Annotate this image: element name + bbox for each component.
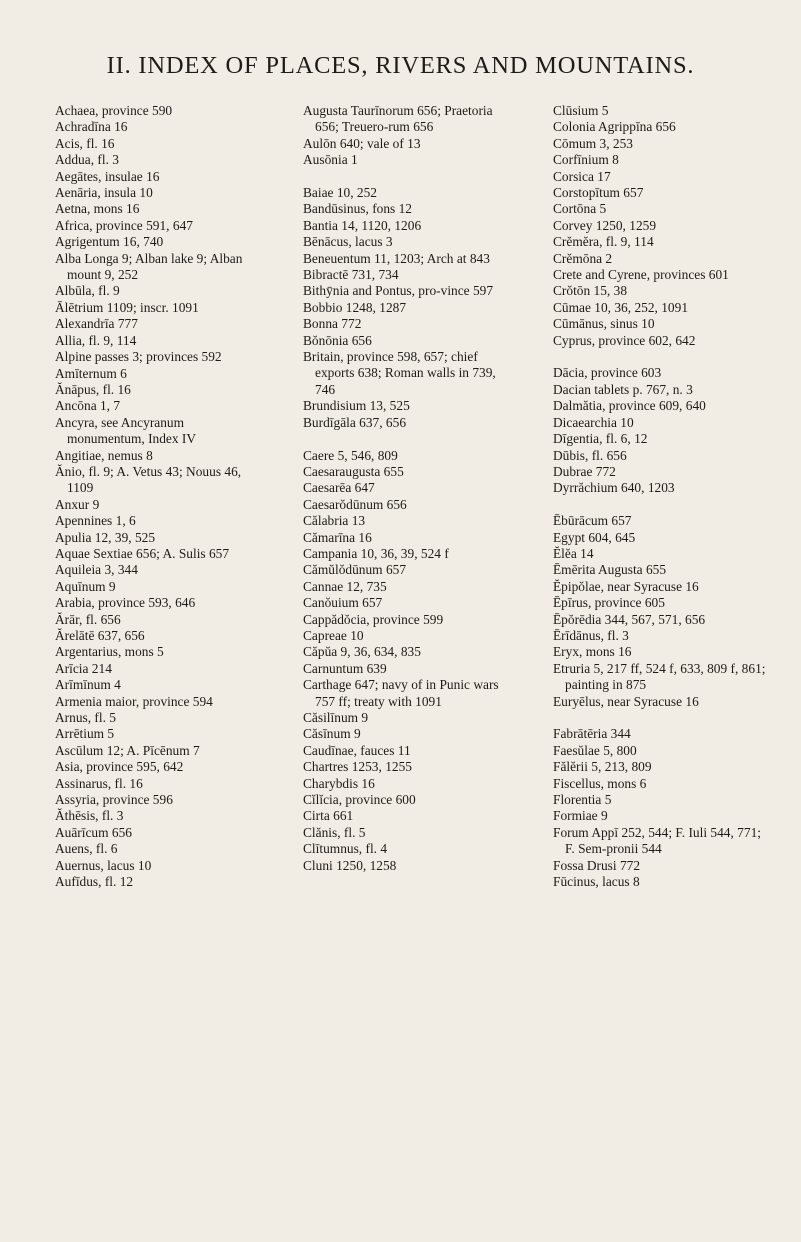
index-entry: Cyprus, province 602, 642 bbox=[553, 332, 696, 348]
index-entry: Cōmum 3, 253 bbox=[553, 135, 633, 151]
index-entry: Bibractē 731, 734 bbox=[303, 267, 399, 283]
index-entry: Corvey 1250, 1259 bbox=[553, 217, 657, 233]
index-entry: Bēnācus, lacus 3 bbox=[303, 234, 393, 250]
index-entry: Dūbis, fl. 656 bbox=[553, 447, 627, 463]
index-entry: Eryx, mons 16 bbox=[553, 644, 632, 660]
index-entry: Allia, fl. 9, 114 bbox=[55, 332, 137, 348]
index-entry: Alba Longa 9; Alban lake 9; Alban mount 9, 252 bbox=[55, 250, 243, 283]
index-entry: Corsica 17 bbox=[553, 168, 611, 184]
index-entry: Aufīdus, fl. 12 bbox=[55, 874, 134, 890]
index-entry: Caesarēa 647 bbox=[303, 480, 375, 496]
index-entry: Charybdis 16 bbox=[303, 775, 375, 791]
index-entry: Burdīgāla 637, 656 bbox=[303, 414, 407, 430]
index-entry: Aquīnum 9 bbox=[55, 578, 116, 594]
index-entry: Cămarīna 16 bbox=[303, 529, 372, 545]
index-entry: Formiae 9 bbox=[553, 808, 608, 824]
index-entry: Cĭlĭcia, province 600 bbox=[303, 792, 416, 808]
index-entry: Arīcia 214 bbox=[55, 660, 112, 676]
section-gap bbox=[303, 169, 515, 185]
index-entry: Aetna, mons 16 bbox=[55, 201, 140, 217]
index-entry: Caesaraugusta 655 bbox=[303, 463, 404, 479]
index-entry: Clītumnus, fl. 4 bbox=[303, 841, 388, 857]
index-entry: Cămŭlŏdūnum 657 bbox=[303, 562, 407, 578]
index-entry: Cortōna 5 bbox=[553, 201, 607, 217]
index-entry: Cappădŏcia, province 599 bbox=[303, 611, 444, 627]
index-entry: Auārīcum 656 bbox=[55, 824, 132, 840]
index-entry: Clūsium 5 bbox=[553, 103, 609, 118]
index-entry: Ănio, fl. 9; A. Vetus 43; Nouus 46, 1109 bbox=[55, 463, 242, 496]
index-entry: Forum Appī 252, 544; F. Iuli 544, 771; F. Sem-pronii 544 bbox=[553, 824, 761, 857]
index-entry: Cūmānus, sinus 10 bbox=[553, 316, 655, 332]
index-entry: Assinarus, fl. 16 bbox=[55, 775, 143, 791]
index-entry: Ĕlĕa 14 bbox=[553, 545, 594, 561]
index-entry: Argentarius, mons 5 bbox=[55, 644, 164, 660]
index-entry: Crĕmōna 2 bbox=[553, 250, 613, 266]
index-entry: Arnus, fl. 5 bbox=[55, 710, 116, 726]
index-entry: Ēbūrācum 657 bbox=[553, 513, 632, 529]
index-entry: Aenāria, insula 10 bbox=[55, 185, 153, 201]
index-entry: Alpine passes 3; provinces 592 bbox=[55, 349, 222, 365]
index-entry: Bandūsinus, fons 12 bbox=[303, 201, 412, 217]
index-entry: Florentia 5 bbox=[553, 792, 612, 808]
index-entry: Călabria 13 bbox=[303, 513, 366, 529]
index-entry: Ēpŏrēdia 344, 567, 571, 656 bbox=[553, 611, 706, 627]
index-entry: Dacian tablets p. 767, n. 3 bbox=[553, 381, 693, 397]
index-entry: Colonia Agrippīna 656 bbox=[553, 119, 676, 135]
index-entry: Ărelātē 637, 656 bbox=[55, 628, 145, 643]
index-entry: Cirta 661 bbox=[303, 808, 354, 824]
index-entry: Apulia 12, 39, 525 bbox=[55, 529, 156, 545]
index-entry: Arīmīnum 4 bbox=[55, 677, 121, 693]
index-entry: Aquileia 3, 344 bbox=[55, 562, 138, 578]
index-column-2 bbox=[303, 103, 515, 874]
index-entry: Baiae 10, 252 bbox=[303, 185, 378, 201]
index-entry: Bobbio 1248, 1287 bbox=[303, 299, 407, 315]
index-entry: Ăthēsis, fl. 3 bbox=[55, 808, 124, 824]
section-gap bbox=[553, 349, 771, 365]
index-entry: Ancōna 1, 7 bbox=[55, 398, 121, 414]
index-entry: Ancyra, see Ancyranum monumentum, Index IV bbox=[55, 414, 197, 447]
section-gap bbox=[303, 431, 515, 447]
index-entry: Dīgentia, fl. 6, 12 bbox=[553, 431, 648, 447]
index-entry: Angitiae, nemus 8 bbox=[55, 447, 153, 463]
index-entry: Aulōn 640; vale of 13 bbox=[303, 135, 421, 151]
index-entry: Fossa Drusi 772 bbox=[553, 857, 641, 873]
index-entry: Caudīnae, fauces 11 bbox=[303, 742, 411, 758]
index-entry: Bonna 772 bbox=[303, 316, 362, 332]
index-entry: Beneuentum 11, 1203; Arch at 843 bbox=[303, 250, 490, 266]
index-entry: Etruria 5, 217 ff, 524 f, 633, 809 f, 861; painting in 875 bbox=[553, 660, 766, 693]
index-entry: Armenia maior, province 594 bbox=[55, 693, 213, 709]
index-entry: Ērīdānus, fl. 3 bbox=[553, 627, 629, 643]
index-entry: Auens, fl. 6 bbox=[55, 841, 118, 857]
index-entry: Bantia 14, 1120, 1206 bbox=[303, 217, 422, 233]
index-entry: Bithȳnia and Pontus, pro-vince 597 bbox=[303, 283, 494, 299]
index-entry: Euryēlus, near Syracuse 16 bbox=[553, 693, 699, 709]
index-entry: Cūmae 10, 36, 252, 1091 bbox=[553, 299, 689, 315]
index-entry: Carthage 647; navy of in Punic wars 757 ff; treaty with 1091 bbox=[303, 677, 499, 709]
index-entry: Carnuntum 639 bbox=[303, 660, 387, 676]
index-entry: Agrigentum 16, 740 bbox=[55, 234, 164, 250]
index-entry: Corstopītum 657 bbox=[553, 185, 644, 201]
index-entry: Augusta Taurīnorum 656; Praetoria 656; Treuero-rum 656 bbox=[303, 103, 493, 135]
index-entry: Albūla, fl. 9 bbox=[55, 283, 120, 299]
index-column-1 bbox=[55, 103, 262, 891]
index-entry: Căsilīnum 9 bbox=[303, 710, 369, 725]
index-entry: Arrētium 5 bbox=[55, 726, 115, 742]
index-entry: Fălĕrii 5, 213, 809 bbox=[553, 759, 652, 775]
index-entry: Egypt 604, 645 bbox=[553, 529, 636, 545]
index-entry: Arabia, province 593, 646 bbox=[55, 595, 196, 611]
index-entry: Căsīnum 9 bbox=[303, 726, 361, 742]
index-entry: Ascūlum 12; A. Pīcēnum 7 bbox=[55, 742, 200, 758]
index-entry: Addua, fl. 3 bbox=[55, 152, 119, 168]
index-entry: Chartres 1253, 1255 bbox=[303, 759, 412, 775]
index-entry: Apennines 1, 6 bbox=[55, 513, 136, 529]
index-entry: Dalmătia, province 609, 640 bbox=[553, 398, 706, 414]
index-entry: Assyria, province 596 bbox=[55, 792, 173, 808]
index-entry: Asia, province 595, 642 bbox=[55, 759, 184, 775]
index-entry: Cluni 1250, 1258 bbox=[303, 857, 397, 873]
page-title: II. INDEX OF PLACES, RIVERS AND MOUNTAINS. bbox=[106, 52, 695, 79]
index-entry: Brundisium 13, 525 bbox=[303, 398, 410, 414]
index-entry: Crĕmĕra, fl. 9, 114 bbox=[553, 234, 654, 250]
index-entry: Dubrae 772 bbox=[553, 463, 616, 479]
section-gap bbox=[553, 497, 771, 513]
index-entry: Ausōnia 1 bbox=[303, 152, 358, 168]
index-entry: Anxur 9 bbox=[55, 496, 100, 512]
index-entry: Clănis, fl. 5 bbox=[303, 824, 366, 840]
index-entry: Fūcinus, lacus 8 bbox=[553, 874, 640, 890]
index-entry: Ărār, fl. 656 bbox=[55, 611, 121, 627]
index-entry: Caere 5, 546, 809 bbox=[303, 447, 398, 463]
index-entry: Achaea, province 590 bbox=[55, 103, 173, 118]
index-entry: Britain, province 598, 657; chief exports 638; Roman walls in 739, 746 bbox=[303, 349, 496, 397]
index-entry: Cannae 12, 735 bbox=[303, 578, 387, 594]
section-gap bbox=[553, 710, 771, 726]
index-entry: Căpŭa 9, 36, 634, 835 bbox=[303, 644, 421, 660]
index-entry: Amīternum 6 bbox=[55, 365, 127, 381]
index-entry: Africa, province 591, 647 bbox=[55, 217, 193, 233]
index-entry: Caesarŏdūnum 656 bbox=[303, 496, 407, 512]
index-entry: Fiscellus, mons 6 bbox=[553, 775, 647, 791]
index-entry: Capreae 10 bbox=[303, 627, 364, 643]
index-entry: Acis, fl. 16 bbox=[55, 135, 115, 151]
index-entry: Achradīna 16 bbox=[55, 119, 128, 135]
index-entry: Corfīnium 8 bbox=[553, 152, 619, 168]
index-entry: Ēpīrus, province 605 bbox=[553, 595, 665, 611]
index-entry: Faesŭlae 5, 800 bbox=[553, 742, 637, 758]
index-entry: Ănāpus, fl. 16 bbox=[55, 381, 131, 397]
index-entry: Canŏuium 657 bbox=[303, 595, 383, 611]
index-entry: Fabrātēria 344 bbox=[553, 726, 631, 742]
index-entry: Dācia, province 603 bbox=[553, 365, 662, 381]
index-entry: Aegātes, insulae 16 bbox=[55, 168, 160, 184]
index-entry: Crete and Cyrene, provinces 601 bbox=[553, 267, 729, 283]
index-entry: Crŏtōn 15, 38 bbox=[553, 283, 628, 299]
index-entry: Alexandrīa 777 bbox=[55, 316, 138, 332]
index-entry: Ĕpipŏlae, near Syracuse 16 bbox=[553, 578, 699, 594]
index-entry: Bŏnōnia 656 bbox=[303, 332, 372, 348]
index-entry: Ālētrium 1109; inscr. 1091 bbox=[55, 299, 199, 315]
index-entry: Dyrrăchium 640, 1203 bbox=[553, 480, 675, 496]
index-entry: Campania 10, 36, 39, 524 f bbox=[303, 545, 449, 561]
index-entry: Dicaearchia 10 bbox=[553, 414, 634, 430]
index-entry: Auernus, lacus 10 bbox=[55, 857, 152, 873]
index-column-3 bbox=[553, 103, 771, 890]
index-entry: Ēmērita Augusta 655 bbox=[553, 562, 667, 578]
index-entry: Aquae Sextiae 656; A. Sulis 657 bbox=[55, 545, 230, 561]
